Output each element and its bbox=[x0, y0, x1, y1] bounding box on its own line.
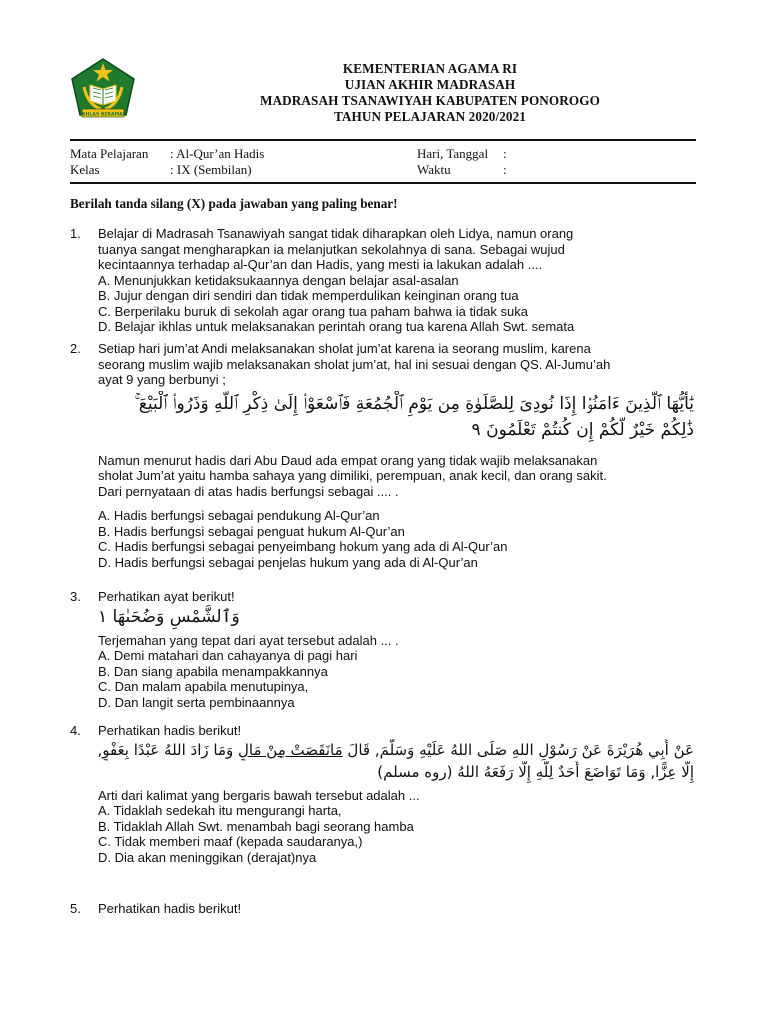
quran-verse-line-2: ذَٰلِكُمْ خَيْرٌ لَّكُمْ إِن كُنتُمْ تَعْلَمُونَ ٩ bbox=[471, 419, 694, 440]
hadith-underlined-phrase: مَانَقَصَتْ مِنْ مَالٍ bbox=[238, 740, 343, 759]
option-b[interactable]: B. Tidaklah Allah Swt. menambah bagi seorang hamba bbox=[98, 818, 414, 834]
header-divider-bottom bbox=[70, 182, 696, 184]
option-c[interactable]: C. Tidak memberi maaf (kepada saudaranya,) bbox=[98, 834, 363, 849]
option-c[interactable]: C. Hadis berfungsi sebagai penyeimbang hokum yang ada di Al-Qur’an bbox=[98, 539, 508, 554]
question-line: sholat Jum’at yaitu hamba sahaya yang dimiliki, perempuan, anak kecil, dan orang sakit. bbox=[98, 468, 607, 483]
exam-meta-left bbox=[70, 146, 264, 178]
question-body bbox=[98, 226, 694, 335]
quran-verse bbox=[98, 605, 694, 629]
option-b[interactable]: B. Jujur dengan diri sendiri dan tidak memperdulikan keinginan orang tua bbox=[98, 288, 519, 303]
question-line: tuanya sangat mengharapkan ia melanjutkan sekolahnya di sana. Sebagai wujud bbox=[98, 241, 565, 257]
kemenag-logo bbox=[68, 57, 138, 123]
hadith-text-start: عَنْ أَبِي هُرَيْرَةَ عَنْ رَسُوْلِ اللهِ صَلَى اللهُ عَلَيْهِ وَسَلَّمَ, قَالَ bbox=[347, 740, 694, 759]
question-line: Perhatikan hadis berikut! bbox=[98, 723, 242, 738]
hadith-line-1 bbox=[70, 739, 694, 761]
question-line: Terjemahan yang tepat dari ayat tersebut adalah ... . bbox=[98, 632, 399, 648]
kemenag-emblem-icon bbox=[68, 57, 138, 123]
option-d[interactable]: D. Belajar ikhlas untuk melaksanakan perintah orang tua karena Allah Swt. semata bbox=[98, 319, 575, 334]
logo-motto: IKHLAS BERAMAL bbox=[80, 112, 126, 118]
question-4 bbox=[70, 723, 700, 868]
header-line-ministry: KEMENTERIAN AGAMA RI bbox=[342, 61, 518, 76]
option-b[interactable]: B. Dan siang apabila menampakkannya bbox=[98, 663, 328, 679]
question-number: 3. bbox=[70, 589, 81, 604]
question-line: Setiap hari jum’at Andi melaksanakan sholat jum’at karena ia seorang muslim, karena bbox=[98, 341, 591, 356]
option-a[interactable]: A. Demi matahari dan cahayanya di pagi hari bbox=[98, 648, 358, 663]
exam-meta-right bbox=[417, 146, 507, 178]
time-value: : bbox=[503, 162, 507, 177]
option-b[interactable]: B. Hadis berfungsi sebagai penguat hukum Al-Qur’an bbox=[98, 523, 405, 539]
question-2 bbox=[70, 341, 700, 581]
question-line: seorang muslim wajib melaksanakan sholat jum’at, hal ini sesuai dengan QS. Al-Jumu’ah bbox=[98, 356, 611, 372]
date-value: : bbox=[503, 146, 507, 161]
option-c[interactable]: C. Berperilaku buruk di sekolah agar orang tua paham bahwa ia tidak suka bbox=[98, 303, 528, 319]
header-line-exam: UJIAN AKHIR MADRASAH bbox=[344, 77, 516, 92]
option-d[interactable]: D. Dia akan meninggikan (derajat)nya bbox=[98, 849, 317, 865]
subject-value: : Al-Qur’an Hadis bbox=[170, 146, 265, 161]
time-label: Waktu bbox=[417, 162, 451, 177]
question-line: Arti dari kalimat yang bergaris bawah tersebut adalah ... bbox=[98, 787, 420, 803]
question-number: 2. bbox=[70, 341, 81, 356]
option-d[interactable]: D. Dan langit serta pembinaannya bbox=[98, 694, 295, 710]
option-c[interactable]: C. Dan malam apabila menutupinya, bbox=[98, 679, 309, 694]
option-d[interactable]: D. Hadis berfungsi sebagai penjelas hukum yang ada di Al-Qur’an bbox=[98, 554, 478, 570]
question-line: Perhatikan hadis berikut! bbox=[98, 901, 242, 916]
hadith-line-2: إِلَّا عِزًّا, وَمَا تَوَاضَعَ أَحَدٌ لِلّهِ إِلَّا رَفَعَهُ اللهُ (روه مسلم) bbox=[377, 762, 694, 781]
quran-verse-text: وَٱلشَّمْسِ وَضُحَىٰهَا ١ bbox=[98, 606, 240, 627]
header-line-school: MADRASAH TSANAWIYAH KABUPATEN PONOROGO bbox=[260, 93, 600, 108]
question-line: kecintaannya terhadap al-Qur’an dan Hadis, yang mesti ia lakukan adalah .... bbox=[98, 257, 543, 272]
subject-label: Mata Pelajaran bbox=[70, 146, 149, 161]
date-label: Hari, Tanggal bbox=[417, 146, 489, 161]
option-a[interactable]: A. Menunjukkan ketidaksukaannya dengan belajar asal-asalan bbox=[98, 272, 459, 288]
question-5 bbox=[70, 901, 700, 921]
question-line: Namun menurut hadis dari Abu Daud ada empat orang yang tidak wajib melaksanakan bbox=[98, 452, 598, 468]
question-line: ayat 9 yang berbunyi ; bbox=[98, 372, 226, 387]
question-number: 4. bbox=[70, 723, 81, 738]
question-3 bbox=[70, 589, 700, 714]
hadith-text-end: وَمَا زَادَ اللهُ عَبْدًا بِعَفْوٍ, bbox=[97, 740, 234, 759]
question-line: Belajar di Madrasah Tsanawiyah sangat tidak diharapkan oleh Lidya, namun orang bbox=[98, 226, 574, 241]
option-a[interactable]: A. Tidaklah sedekah itu mengurangi harta, bbox=[98, 803, 342, 818]
question-number: 5. bbox=[70, 901, 81, 916]
class-label: Kelas bbox=[70, 162, 100, 177]
question-line: Dari pernyataan di atas hadis berfungsi sebagai .... . bbox=[98, 483, 399, 499]
question-body bbox=[98, 589, 694, 710]
question-body bbox=[98, 341, 694, 570]
exam-header bbox=[170, 61, 690, 125]
quran-verse-line-1: يَٰأَيُّهَا ٱلَّذِينَ ءَامَنُوٰ۟ا إِذَا نُودِىَ لِلصَّلَوٰةِ مِن يَوْمِ ٱلْجُمُعَةِ فَٱسْعَوْا۟ إِلَىٰ ذِكْرِ ٱللَّهِ وَذَرُوا۟ ٱلْبَيْعَ ۚ bbox=[134, 393, 694, 414]
instruction: Berilah tanda silang (X) pada jawaban yang paling benar! bbox=[70, 196, 398, 211]
question-body bbox=[98, 901, 694, 917]
option-a[interactable]: A. Hadis berfungsi sebagai pendukung Al-Qur’an bbox=[98, 508, 380, 523]
header-divider-top bbox=[70, 139, 696, 141]
header-line-year: TAHUN PELAJARAN 2020/2021 bbox=[333, 109, 526, 124]
class-value: : IX (Sembilan) bbox=[170, 162, 252, 177]
question-body bbox=[98, 723, 694, 865]
question-number: 1. bbox=[70, 226, 81, 241]
question-1 bbox=[70, 226, 700, 336]
question-line: Perhatikan ayat berikut! bbox=[98, 589, 235, 604]
